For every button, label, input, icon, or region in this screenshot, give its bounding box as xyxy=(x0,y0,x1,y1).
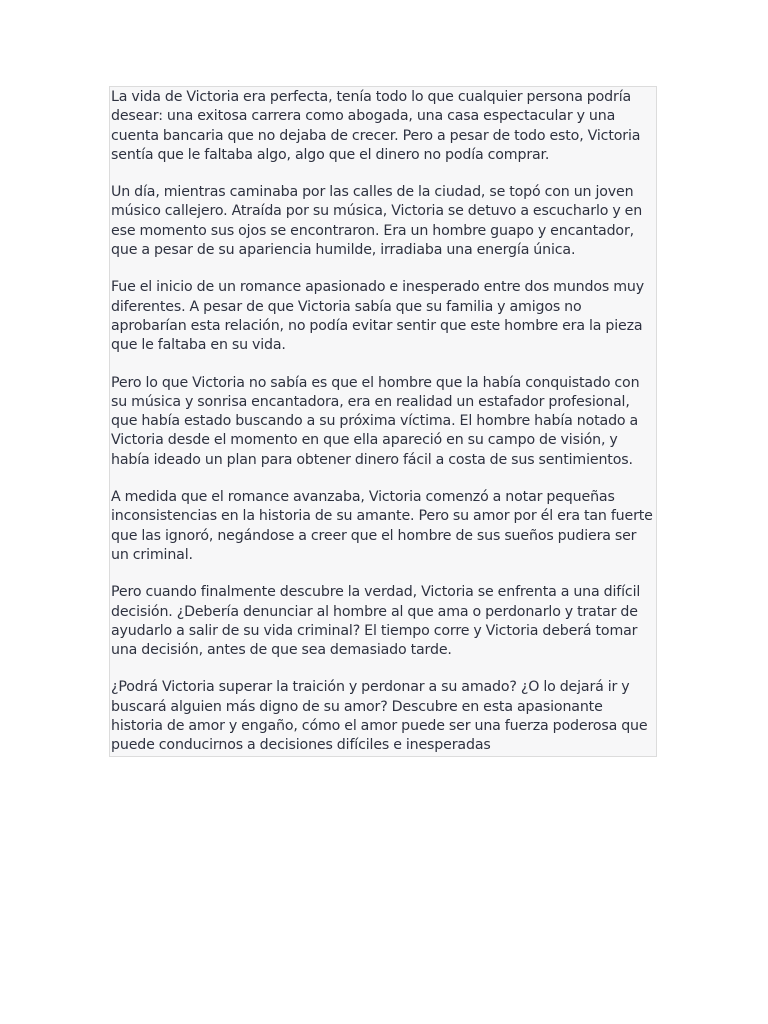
paragraph-6: Pero cuando finalmente descubre la verdad, Victoria se enfrenta a una difícil decisión. ¿Debería denunciar al hombre al que ama o perdonarlo y tratar de ayudarlo a salir de su vida criminal? El tiempo corre y Victoria deberá tomar una decisión, antes de que sea demasiado tarde. xyxy=(111,584,641,659)
paragraph-3: Fue el inicio de un romance apasionado e inesperado entre dos mundos muy diferentes. A pesar de que Victoria sabía que su familia y amigos no aprobarían esta relación, no podía evitar sentir que este hombre era la pieza que le faltaba en su vida. xyxy=(111,279,644,354)
paragraph-4: Pero lo que Victoria no sabía es que el hombre que la había conquistado con su música y sonrisa encantadora, era en realidad un estafador profesional, que había estado buscando a su próxima víctima. El hombre había notado a Victoria desde el momento en que ella apareció en su campo de visión, y había ideado un plan para obtener dinero fácil a costa de sus sentimientos. xyxy=(111,374,640,468)
paragraph-1: La vida de Victoria era perfecta, tenía todo lo que cualquier persona podría desear: una exitosa carrera como abogada, una casa espectacular y una cuenta bancaria que no dejaba de crecer. Pero a pesar de todo esto, Victoria sentía que le faltaba algo, algo que el dinero no podía comprar. xyxy=(111,89,641,163)
paragraph-7: ¿Podrá Victoria superar la traición y perdonar a su amado? ¿O lo dejará ir y buscará alguien más digno de su amor? Descubre en esta apasionante historia de amor y engaño, cómo el amor puede ser una fuerza poderosa que puede conducirnos a decisiones difíciles e inesperadas xyxy=(111,679,648,754)
paragraph-5: A medida que el romance avanzaba, Victoria comenzó a notar pequeñas inconsistencias en la historia de su amante. Pero su amor por él era tan fuerte que las ignoró, negándose a creer que el hombre de sus sueños pudiera ser un criminal. xyxy=(111,489,653,563)
text-block xyxy=(109,86,657,757)
paragraph-2: Un día, mientras caminaba por las calles de la ciudad, se topó con un joven músico callejero. Atraída por su música, Victoria se detuvo a escucharlo y en ese momento sus ojos se encontraron. Era un hombre guapo y encantador, que a pesar de su apariencia humilde, irradiaba una energía única. xyxy=(111,184,643,259)
